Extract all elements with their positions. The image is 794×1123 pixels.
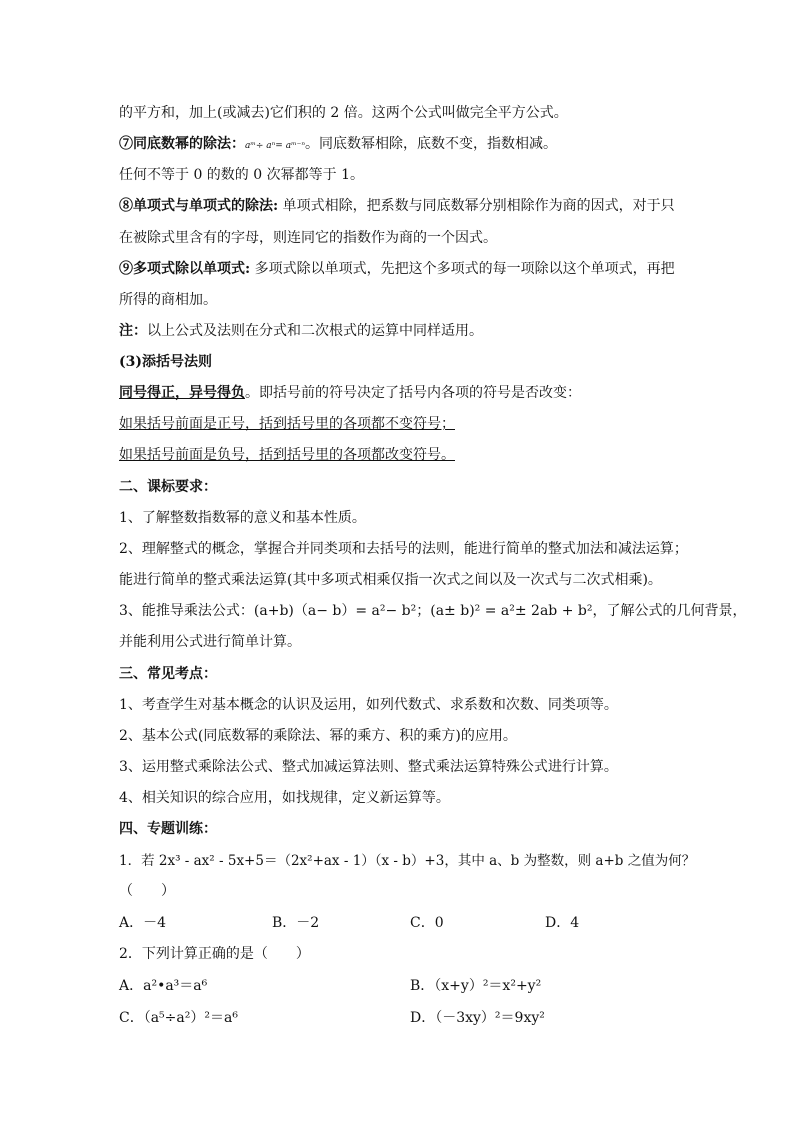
rule-label: ⑨多项式除以单项式:	[119, 261, 251, 277]
section-heading: 四、专题训练：	[119, 821, 217, 837]
question-1: 1．若 2x³ - ax² - 5x+5＝（2x²+ax - 1）（x - b）+3，其中 a、b 为整数，则 a+b 之值为何？	[119, 853, 696, 869]
list-item: 2、基本公式(同底数幂的乘除法、幂的乘方、积的乘方)的应用。	[119, 728, 517, 744]
note-text: 以上公式及法则在分式和二次根式的运算中同样适用。	[147, 323, 483, 339]
answer-paren: （ ）	[119, 883, 175, 899]
section-heading: 三、常见考点：	[119, 666, 217, 682]
text-line	[119, 197, 675, 215]
option-c: C．0	[410, 915, 444, 931]
rule-label: ⑧单项式与单项式的除法:	[119, 198, 279, 214]
note-label: 注：	[119, 323, 147, 339]
text-line: 在被除式里含有的字母，则连同它的指数作为商的一个因式。	[119, 230, 497, 246]
option-c: C．（a⁵÷a²）²＝a⁶	[119, 1010, 238, 1026]
text-line	[119, 384, 581, 402]
text-line	[119, 260, 675, 278]
option-d: D．4	[545, 915, 580, 931]
text-line	[119, 135, 557, 155]
list-item: 能进行简单的整式乘法运算(其中多项式相乘仅指一次式之间以及一次式与二次式相乘)。	[119, 572, 662, 588]
rule-text: 。同底数幂相除，底数不变，指数相减。	[305, 136, 557, 152]
option-a: A．－4	[119, 915, 167, 931]
option-b: B．－2	[272, 915, 320, 931]
rule-text: 多项式除以单项式，先把这个多项式的每一项除以这个单项式，再把	[250, 261, 675, 277]
formula: aᵐ÷ aⁿ= aᵐ⁻ⁿ	[245, 141, 305, 151]
text-line: 如果括号前面是正号，括到括号里的各项都不变符号；	[119, 416, 455, 432]
question-2: 2．下列计算正确的是（ ）	[119, 946, 310, 962]
rule-label: 同号得正，异号得负	[119, 385, 245, 401]
rule-text: 。即括号前的符号决定了括号内各项的符号是否改变：	[245, 385, 581, 401]
list-item: 3、能推导乘法公式：(a+b)（a− b）= a²− b²；(a± b)² = a²± 2ab + b²，了解公式的几何背景，	[119, 603, 747, 619]
text-line: 任何不等于 0 的数的 0 次幂都等于 1。	[119, 167, 364, 183]
text-line: 的平方和，加上(或减去)它们积的 2 倍。这两个公式叫做完全平方公式。	[119, 105, 568, 121]
text-line	[119, 322, 483, 340]
list-item: 3、运用整式乘除法公式、整式加减运算法则、整式乘法运算特殊公式进行计算。	[119, 759, 618, 775]
text-line: 如果括号前面是负号，括到括号里的各项都改变符号。	[119, 447, 455, 463]
option-d: D．（－3xy）²＝9xy²	[410, 1010, 545, 1026]
section-heading: (3)添括号法则	[119, 354, 212, 370]
list-item: 4、相关知识的综合应用，如找规律，定义新运算等。	[119, 790, 450, 806]
list-item: 并能利用公式进行简单计算。	[119, 634, 301, 650]
rule-text: 单项式相除，把系数与同底数幂分别相除作为商的因式，对于只	[278, 198, 675, 214]
list-item: 2、理解整式的概念，掌握合并同类项和去括号的法则，能进行简单的整式加法和减法运算；	[119, 541, 688, 557]
list-item: 1、考查学生对基本概念的认识及运用，如列代数式、求系数和次数、同类项等。	[119, 697, 618, 713]
rule-label: ⑦同底数幂的除法：	[119, 136, 245, 152]
section-heading: 二、课标要求：	[119, 479, 217, 495]
list-item: 1、了解整数指数幂的意义和基本性质。	[119, 510, 366, 526]
text-line: 所得的商相加。	[119, 292, 217, 308]
option-a: A．a²•a³＝a⁶	[119, 978, 208, 994]
option-b: B．（x+y）²＝x²+y²	[410, 978, 542, 994]
